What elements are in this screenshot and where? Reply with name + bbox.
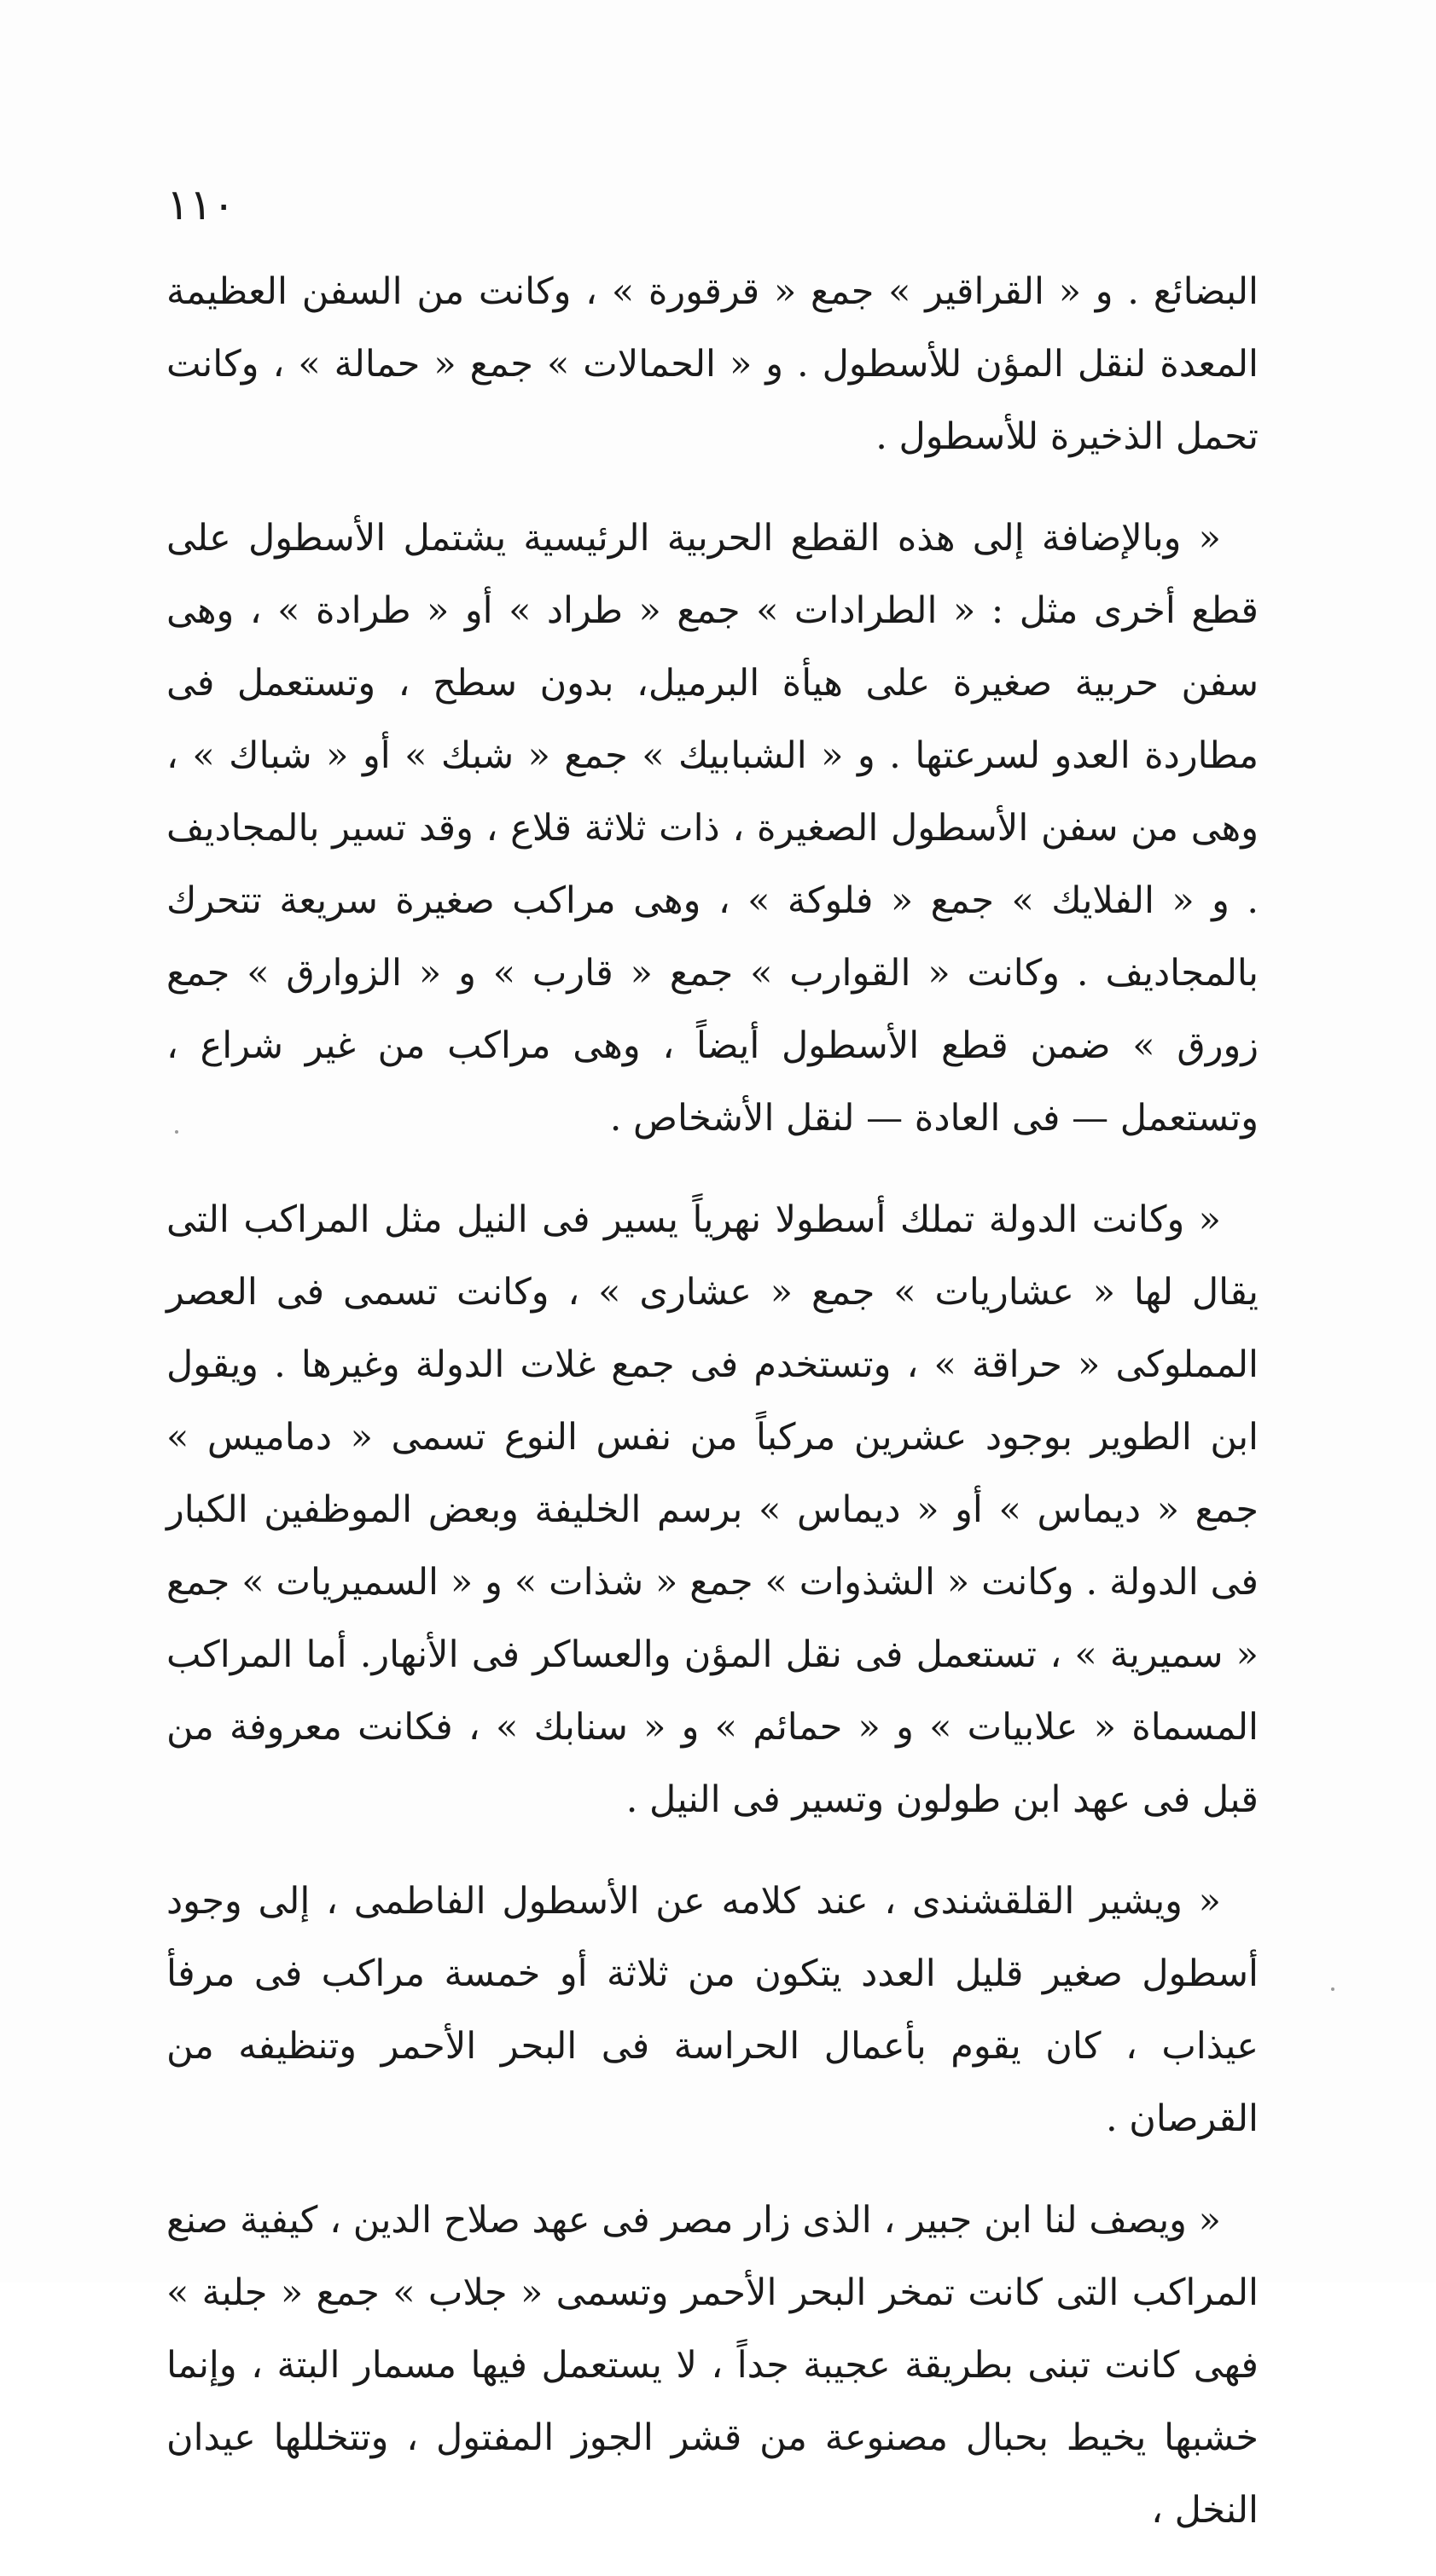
scan-speck: [175, 1130, 178, 1134]
page-number: ١١٠: [166, 180, 235, 229]
paragraph-5: « ويصف لنا ابن جبير ، الذى زار مصر فى عهد صلاح الدين ، كيفية صنع المراكب التى كانت تمخر البحر الأحمر وتسمى « جلاب » جمع « جلبة » فهى كانت تبنى بطريقة عجيبة جداً ، لا يستعمل فيها مسمار البتة ، وإنما خشبها يخيط بحبال مصنوعة من قشر الجوز المفتول ، وتتخللها عيدان النخل ،: [166, 2199, 1259, 2532]
paragraph-4: « ويشير القلقشندى ، عند كلامه عن الأسطول الفاطمى ، إلى وجود أسطول صغير قليل العدد يتكون من ثلاثة أو خمسة مراكب فى مرفأ عيذاب ، كان يقوم بأعمال الحراسة فى البحر الأحمر وتنظيفه من القرصان .: [166, 1880, 1259, 2140]
body-text: [166, 256, 1259, 2576]
paragraph-2: « وبالإضافة إلى هذه القطع الحربية الرئيسية يشتمل الأسطول على قطع أخرى مثل : « الطرادات » جمع « طراد » أو « طرادة » ، وهى سفن حربية صغيرة على هيأة البرميل، بدون سطح ، وتستعمل فى مطاردة العدو لسرعتها . و « الشبابيك » جمع « شبك » أو « شباك » ، وهى من سفن الأسطول الصغيرة ، ذات ثلاثة قلاع ، وقد تسير بالمجاديف . و « الفلايك » جمع « فلوكة » ، وهى مراكب صغيرة سريعة تتحرك بالمجاديف . وكانت « القوارب » جمع « قارب » و « الزوارق » جمع زورق » ضمن قطع الأسطول أيضاً ، وهى مراكب من غير شراع ، وتستعمل — فى العادة — لنقل الأشخاص .: [166, 517, 1259, 1140]
paragraph-3: « وكانت الدولة تملك أسطولا نهرياً يسير فى النيل مثل المراكب التى يقال لها « عشاريات » جمع « عشارى » ، وكانت تسمى فى العصر المملوكى « حراقة » ، وتستخدم فى جمع غلات الدولة وغيرها . ويقول ابن الطوير بوجود عشرين مركباً من نفس النوع تسمى « دماميس » جمع « ديماس » أو « ديماس » برسم الخليفة وبعض الموظفين الكبار فى الدولة . وكانت « الشذوات » جمع « شذات » و « السميريات » جمع « سميرية » ، تستعمل فى نقل المؤن والعساكر فى الأنهار. أما المراكب المسماة « علابيات » و « حمائم » و « سنابك » ، فكانت معروفة من قبل فى عهد ابن طولون وتسير فى النيل .: [166, 1198, 1259, 1821]
scan-speck: [1331, 1987, 1334, 1991]
paragraph-1: البضائع . و « القراقير » جمع « قرقورة » ، وكانت من السفن العظيمة المعدة لنقل المؤن للأسطول . و « الحمالات » جمع « حمالة » ، وكانت تحمل الذخيرة للأسطول .: [166, 270, 1259, 458]
